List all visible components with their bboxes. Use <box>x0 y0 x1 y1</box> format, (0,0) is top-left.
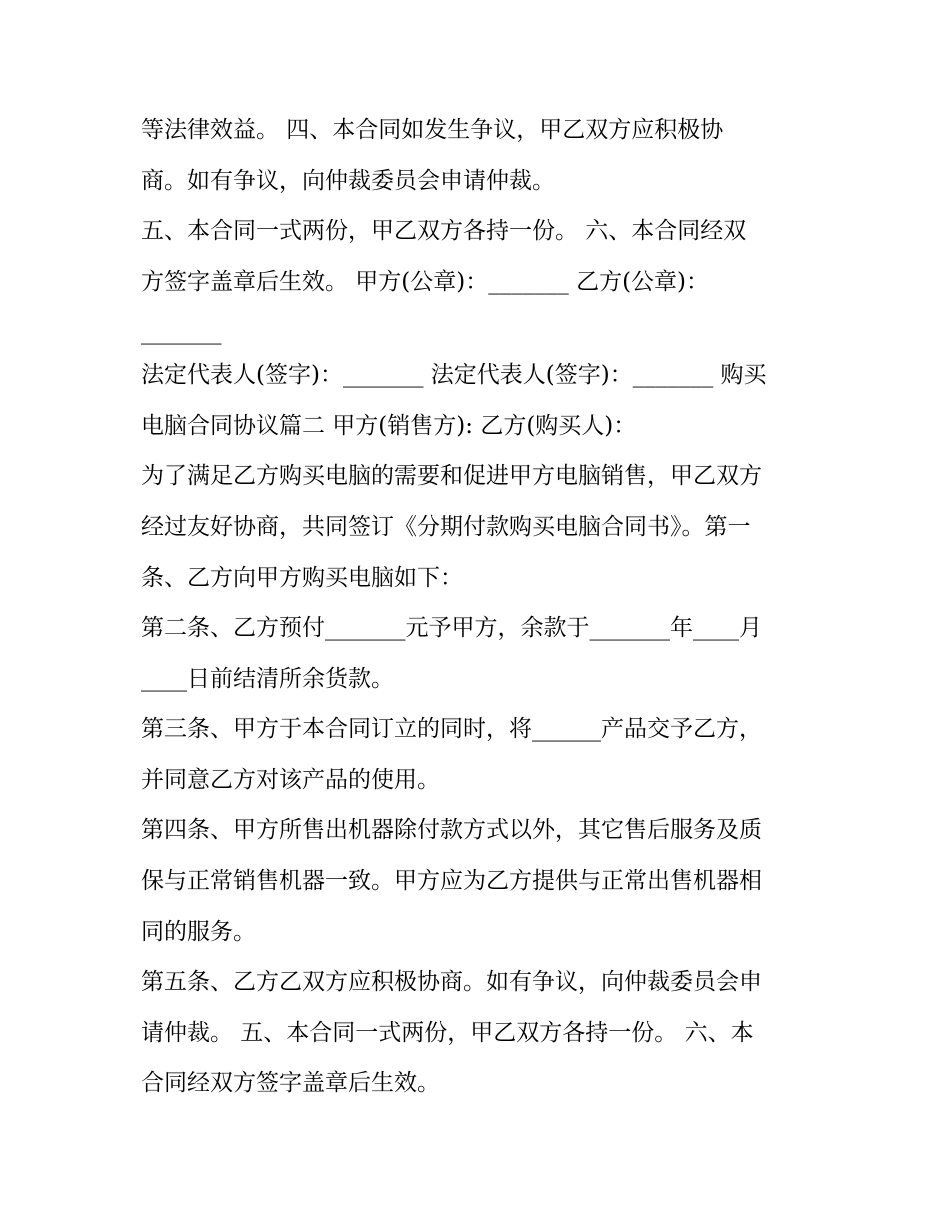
text-line-20: 合同经双方签字盖章后生效。 <box>141 1070 440 1096</box>
text-line-10: 条、乙方向甲方购买电脑如下： <box>141 565 463 591</box>
text-line-4: 方签字盖章后生效。 甲方(公章)：_______ 乙方(公章)： <box>141 269 710 295</box>
text-line-6: 法定代表人(签字)：_______ 法定代表人(签字)：_______ 购买 <box>141 362 767 388</box>
text-line-8: 为了满足乙方购买电脑的需要和促进甲方电脑销售，甲乙双方 <box>141 463 762 489</box>
text-line-13: 第三条、甲方于本合同订立的同时，将______产品交予乙方， <box>141 716 762 742</box>
text-line-7: 电脑合同协议篇二 甲方(销售方): 乙方(购买人)： <box>141 413 637 439</box>
text-line-1: 等法律效益。 四、本合同如发生争议，甲乙双方应积极协 <box>141 117 724 143</box>
text-line-17: 同的服务。 <box>141 919 256 945</box>
text-line-16: 保与正常销售机器一致。甲方应为乙方提供与正常出售机器相 <box>141 868 762 894</box>
text-line-2: 商。如有争议，向仲裁委员会申请仲裁。 <box>141 168 555 194</box>
text-line-14: 并同意乙方对该产品的使用。 <box>141 767 440 793</box>
text-line-11: 第二条、乙方预付_______元予甲方，余款于_______年____月 <box>141 615 762 641</box>
text-line-3: 五、本合同一式两份，甲乙双方各持一份。 六、本合同经双 <box>141 218 747 244</box>
text-line-9: 经过友好协商，共同签订《分期付款购买电脑合同书》。第一 <box>141 514 751 540</box>
text-line-15: 第四条、甲方所售出机器除付款方式以外，其它售后服务及质 <box>141 817 762 843</box>
text-line-12: ____日前结清所余货款。 <box>141 666 394 692</box>
text-line-18: 第五条、乙方乙双方应积极协商。如有争议，向仲裁委员会申 <box>141 969 762 995</box>
text-line-5: _______ <box>141 319 222 345</box>
text-line-19: 请仲裁。 五、本合同一式两份，甲乙双方各持一份。 六、本 <box>141 1020 754 1046</box>
